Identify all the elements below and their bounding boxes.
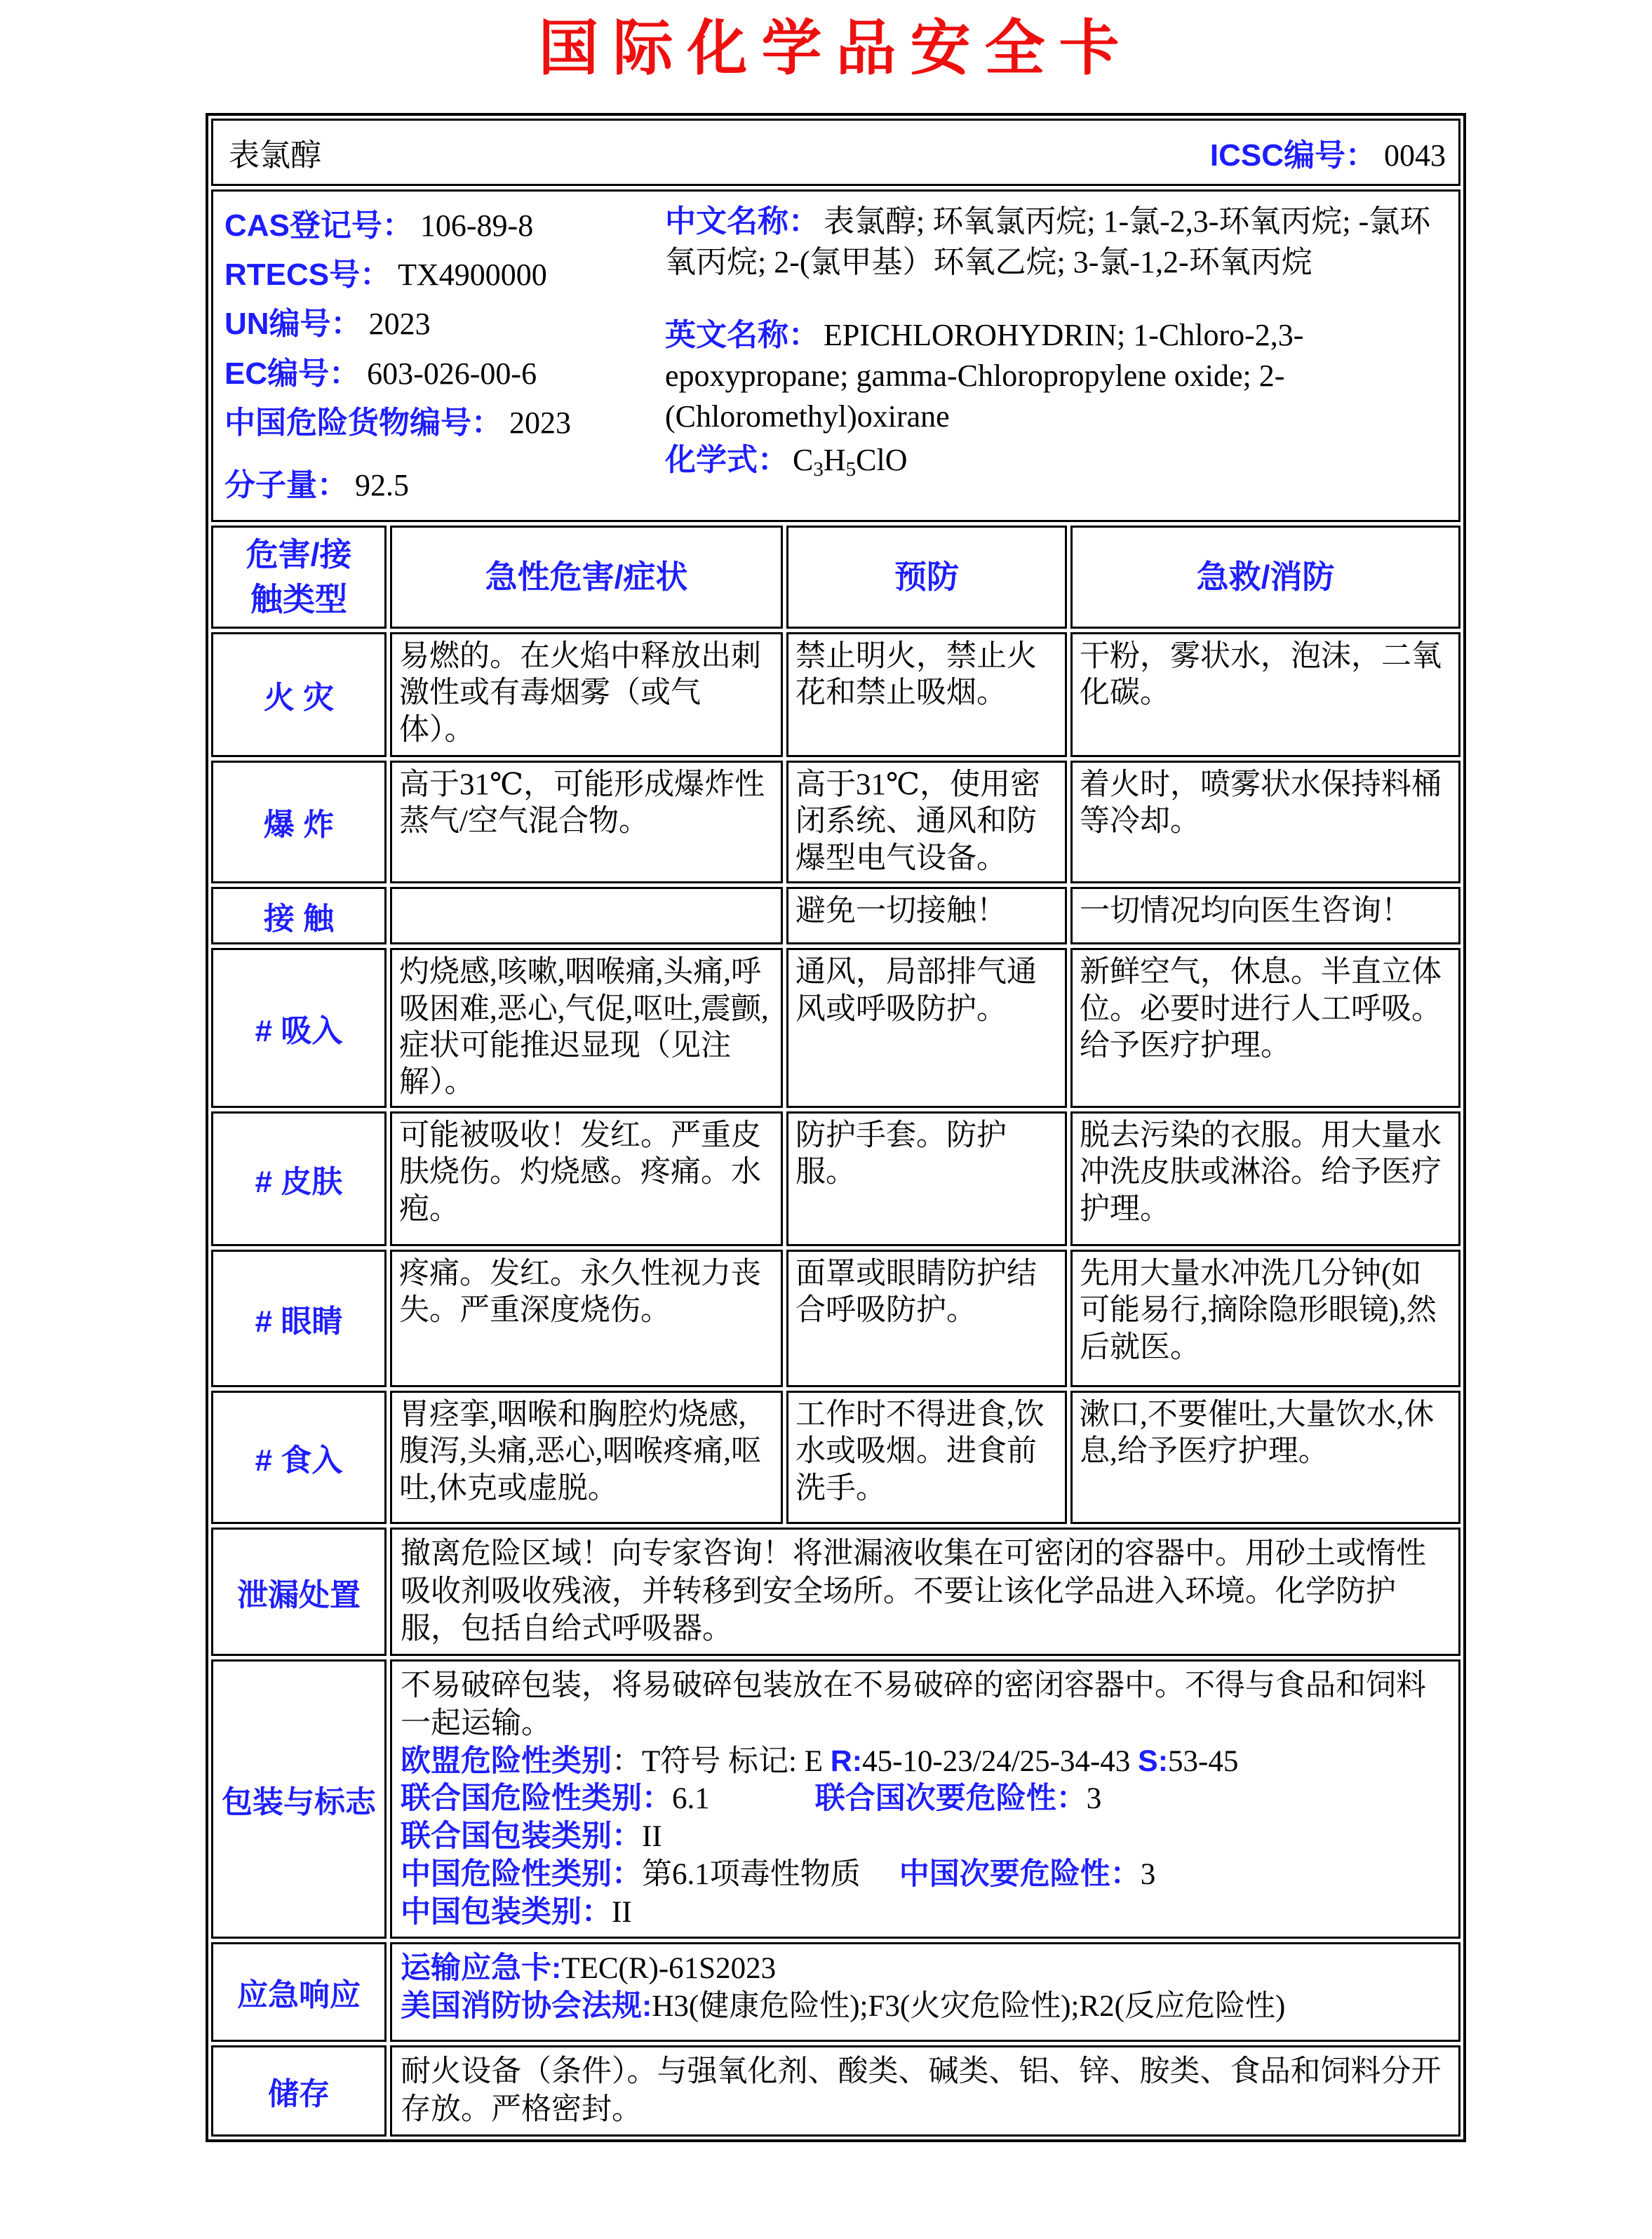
inhalation-prevention: 通风，局部排气通风或呼吸防护。: [786, 948, 1067, 1108]
hazard-row-skin: [211, 1111, 1460, 1246]
fire-firstaid: 干粉，雾状水，泡沫，二氧化碳。: [1070, 632, 1460, 757]
formula-value: [793, 442, 908, 481]
formula-label: 化学式：: [665, 442, 788, 477]
emergency-content: [390, 1942, 1460, 2042]
hazard-row-ingestion: [211, 1391, 1460, 1524]
skin-label: # 皮肤: [211, 1111, 387, 1246]
packaging-row: [211, 1659, 1460, 1939]
formula-clo: ClO: [856, 442, 908, 477]
rtecs-value: TX4900000: [398, 257, 547, 292]
registry-numbers: [219, 200, 662, 512]
un-number-line: [224, 300, 657, 349]
skin-symptoms: 可能被吸收！发红。严重皮肤烧伤。灼烧感。疼痛。水疱。: [390, 1111, 783, 1246]
header-hazard-type: 危害/接触类型: [211, 526, 387, 629]
storage-label: 储存: [211, 2045, 387, 2137]
fire-label: 火 灾: [211, 632, 387, 757]
emergency-row: [211, 1942, 1460, 2042]
page-title: 国际化学品安全卡: [538, 15, 1134, 82]
explosion-firstaid: 着火时，喷雾状水保持料桶等冷却。: [1070, 761, 1460, 883]
molecular-weight-label: 分子量：: [224, 467, 348, 502]
un-label: UN编号：: [224, 307, 362, 342]
inhalation-firstaid: 新鲜空气，休息。半直立体位。必要时进行人工呼吸。给予医疗护理。: [1070, 948, 1460, 1108]
un-class-value: 6.1: [672, 1782, 710, 1816]
china-dg-label: 中国危险货物编号：: [224, 406, 502, 441]
skin-firstaid: 脱去污染的衣服。用大量水冲洗皮肤或淋浴。给予医疗护理。: [1070, 1111, 1460, 1246]
packaging-label: 包装与标志: [211, 1659, 387, 1939]
nfpa-label: 美国消防协会法规:: [401, 1989, 652, 2024]
chinese-name-label: 中文名称：: [665, 203, 819, 239]
packaging-intro: 不易破碎包装，将易破碎包装放在不易破碎的密闭容器中。不得与食品和饲料一起运输。: [401, 1669, 1426, 1740]
explosion-symptoms: 高于31℃，可能形成爆炸性蒸气/空气混合物。: [390, 761, 783, 883]
china-dg-value: 2023: [509, 406, 571, 441]
spillage-label: 泄漏处置: [211, 1528, 387, 1656]
explosion-prevention: 高于31℃，使用密闭系统、通风和防爆型电气设备。: [786, 761, 1067, 883]
s-phrase-value: 53-45: [1168, 1744, 1239, 1778]
cn-packgroup-label: 中国包装类别：: [401, 1894, 612, 1929]
header-firstaid: 急救/消防: [1070, 526, 1460, 629]
name-cell: [211, 119, 1460, 186]
eu-hazard-label: 欧盟危险性类别: [401, 1744, 612, 1778]
un-value: 2023: [368, 307, 431, 342]
nfpa-value: H3(健康危险性);F3(火灾危险性);R2(反应危险性): [652, 1990, 1286, 2024]
identification-cell: [211, 189, 1460, 522]
formula-sub-5: 5: [845, 458, 857, 481]
header-symptoms: 急性危害/症状: [390, 526, 783, 629]
hazard-row-inhalation: [211, 948, 1460, 1108]
cas-value: 106-89-8: [419, 208, 534, 243]
cn-class-line: [401, 1856, 1450, 1894]
rtecs-label: RTECS号：: [224, 257, 391, 292]
contact-firstaid: 一切情况均向医生咨询！: [1070, 887, 1460, 944]
cn-class-value: 第6.1项毒性物质: [642, 1857, 861, 1891]
fire-prevention: 禁止明火，禁止火花和禁止吸烟。: [786, 632, 1067, 757]
icsc-card: [206, 113, 1466, 2142]
formula-sub-3: 3: [813, 458, 824, 481]
molecular-weight-value: 92.5: [355, 467, 409, 502]
molecular-weight-line: [224, 461, 657, 510]
un-packgroup-value: II: [642, 1820, 662, 1854]
fire-symptoms: 易燃的。在火焰中释放出刺激性或有毒烟雾（或气体）。: [390, 632, 783, 757]
r-phrase-label: R:: [830, 1744, 863, 1778]
cn-class-label: 中国危险性类别：: [401, 1857, 642, 1891]
icsc-number-value: 0043: [1384, 138, 1446, 173]
tec-label: 运输应急卡:: [401, 1951, 562, 1986]
cn-packgroup-line: [401, 1894, 1450, 1932]
chemical-name: 表氯醇: [229, 138, 321, 173]
storage-content: 耐火设备（条件）。与强氧化剂、酸类、碱类、铝、锌、胺类、食品和饲料分开存放。严格密封。: [390, 2045, 1460, 2137]
hazard-row-explosion: [211, 761, 1460, 883]
ingestion-label: # 食入: [211, 1391, 387, 1524]
chemical-names: [662, 200, 1453, 512]
un-packgroup-line: [401, 1818, 1450, 1856]
un-subrisk-value: 3: [1086, 1782, 1102, 1816]
ingestion-firstaid: 漱口,不要催吐,大量饮水,休息,给予医疗护理。: [1070, 1391, 1460, 1524]
icsc-number-label: ICSC编号：: [1209, 138, 1376, 173]
english-name-value: EPICHLOROHYDRIN; 1-Chloro-2,3-epoxypropane; gamma-Chloropropylene oxide; 2-(Chloromethyl)oxirane: [665, 317, 1304, 434]
spillage-content: 撤离危险区域！向专家咨询！将泄漏液收集在可密闭的容器中。用砂土或惰性吸收剂吸收残液，并转移到安全场所。不要让该化学品进入环境。化学防护服，包括自给式呼吸器。: [390, 1528, 1460, 1656]
cn-subrisk-label: 中国次要危险性：: [899, 1857, 1141, 1891]
un-class-label: 联合国危险性类别：: [401, 1782, 672, 1816]
formula-block: [665, 440, 1444, 483]
ec-value: 603-026-00-6: [367, 356, 537, 391]
english-name-label: 英文名称：: [665, 317, 819, 352]
skin-prevention: 防护手套。防护服。: [786, 1111, 1067, 1246]
hazard-row-fire: [211, 632, 1460, 757]
chinese-name-value: 表氯醇; 环氧氯丙烷; 1-氯-2,3-环氧丙烷; -氯环氧丙烷; 2-(氯甲基）环氧乙烷; 3-氯-1,2-环氧丙烷: [665, 203, 1431, 279]
eyes-firstaid: 先用大量水冲洗几分钟(如可能易行,摘除隐形眼镜),然后就医。: [1070, 1250, 1460, 1387]
un-class-line: [401, 1780, 1450, 1818]
contact-prevention: 避免一切接触！: [786, 887, 1067, 944]
icsc-number-group: [1210, 130, 1446, 175]
eu-hazard-value: ：T符号 标记: E: [612, 1744, 831, 1778]
eyes-label: # 眼睛: [211, 1250, 387, 1387]
eu-hazard-line: [401, 1743, 1450, 1781]
cn-packgroup-value: II: [612, 1895, 632, 1929]
cas-label: CAS登记号：: [224, 208, 413, 243]
un-subrisk-label: 联合国次要危险性：: [814, 1782, 1087, 1816]
name-row: [211, 119, 1460, 186]
rtecs-number-line: [224, 250, 657, 300]
ingestion-prevention: 工作时不得进食,饮水或吸烟。进食前洗手。: [786, 1391, 1067, 1524]
r-phrase-value: 45-10-23/24/25-34-43: [862, 1744, 1139, 1778]
explosion-label: 爆 炸: [211, 761, 387, 883]
contact-label: 接 触: [211, 887, 387, 944]
hazard-table-header: [211, 526, 1460, 629]
nfpa-line: [401, 1988, 1450, 2026]
tec-value: TEC(R)-61S2023: [561, 1952, 777, 1986]
hazard-row-eyes: [211, 1250, 1460, 1387]
formula-c: C: [793, 442, 814, 477]
formula-h: H: [823, 442, 846, 477]
identification-row: [211, 189, 1460, 522]
ingestion-symptoms: 胃痉挛,咽喉和胸腔灼烧感,腹泻,头痛,恶心,咽喉疼痛,呕吐,休克或虚脱。: [390, 1391, 783, 1524]
un-packgroup-label: 联合国包装类别：: [401, 1819, 642, 1854]
eyes-prevention: 面罩或眼睛防护结合呼吸防护。: [786, 1250, 1067, 1387]
cn-subrisk-value: 3: [1140, 1857, 1156, 1891]
ec-number-line: [224, 349, 657, 399]
s-phrase-label: S:: [1138, 1744, 1169, 1778]
contact-symptoms: [390, 887, 783, 944]
china-dg-number-line: [224, 399, 657, 448]
eyes-symptoms: 疼痛。发红。永久性视力丧失。严重深度烧伤。: [390, 1250, 783, 1387]
emergency-label: 应急响应: [211, 1942, 387, 2042]
packaging-content: [390, 1659, 1460, 1939]
cas-number-line: [224, 201, 657, 250]
spillage-row: [211, 1528, 1460, 1656]
chinese-name-block: [665, 201, 1444, 283]
ec-label: EC编号：: [224, 356, 361, 391]
storage-row: [211, 2045, 1460, 2137]
hazard-row-contact: [211, 887, 1460, 944]
inhalation-label: # 吸入: [211, 948, 387, 1108]
header-prevention: 预防: [786, 526, 1067, 629]
tec-line: [401, 1950, 1450, 1988]
english-name-block: [665, 315, 1444, 437]
inhalation-symptoms: 灼烧感,咳嗽,咽喉痛,头痛,呼吸困难,恶心,气促,呕吐,震颤,症状可能推迟显现（见注解）。: [390, 948, 783, 1108]
